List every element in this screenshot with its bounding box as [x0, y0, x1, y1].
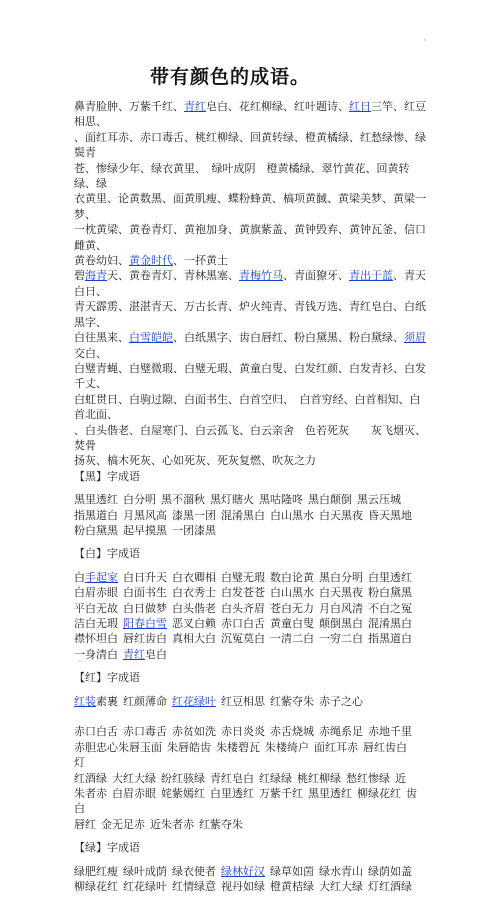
idiom-item	[368, 617, 412, 630]
top-mark: '	[423, 38, 426, 47]
text-run: 白分明	[123, 493, 156, 507]
intro-line	[74, 253, 426, 268]
idiom-item	[123, 725, 167, 738]
idiom-item	[172, 880, 216, 893]
text-run: 苍、惨绿少年、绿衣黄里、 绿叶成阴 橙黄橘绿、翠竹黄花、回黄转绿、绿	[74, 161, 410, 191]
idiom-item	[270, 602, 314, 615]
spacer	[74, 662, 426, 670]
idiom-link[interactable]: 青红	[184, 100, 206, 113]
text-run: 愁红惨绿	[346, 771, 390, 785]
text-run: 混淆黑白	[221, 508, 265, 522]
text-run: 桃红柳绿	[297, 771, 341, 785]
idiom-item	[259, 493, 303, 506]
idiom-item	[357, 787, 401, 800]
text-run: 一穷二白	[319, 632, 363, 646]
idiom-item	[319, 695, 363, 708]
idiom-item	[172, 586, 216, 599]
text-run: 白日升天	[123, 570, 167, 584]
text-run: 粉白黛黑	[74, 523, 118, 537]
idiom-item	[221, 880, 265, 893]
idiom-item	[74, 725, 118, 738]
text-run: 恶叉白赖	[172, 617, 216, 630]
spacer	[74, 832, 426, 840]
intro-line	[74, 423, 426, 454]
idiom-link[interactable]: 手起家	[85, 570, 118, 584]
text-run: 起早摸黑	[123, 523, 167, 537]
text-run: 唇红齿白	[363, 740, 407, 754]
text-run: 鼻青脸肿、万紫千红、	[74, 100, 184, 113]
idiom-item	[161, 772, 205, 785]
idiom-item	[270, 725, 314, 738]
idiom-item	[368, 880, 412, 893]
text-run: 绿衣使者	[172, 864, 216, 878]
idiom-item	[270, 586, 314, 599]
text-run: 素裹	[96, 694, 118, 708]
idiom-line	[74, 570, 426, 585]
idiom-item	[74, 741, 162, 754]
idiom-item	[221, 695, 265, 708]
idiom-item	[368, 571, 412, 584]
text-run: 沉冤莫白	[221, 632, 265, 646]
text-run: 白面书生	[123, 586, 167, 600]
idiom-item	[319, 509, 363, 522]
idiom-item	[123, 509, 167, 522]
idiom-item	[319, 571, 363, 584]
idiom-line	[74, 864, 426, 879]
text-run: 赤口毒舌	[123, 725, 167, 739]
text-run: 三竿、红豆相思、	[74, 100, 426, 129]
text-run: 白天黑夜	[319, 508, 363, 522]
idiom-link[interactable]: 红花绿叶	[172, 694, 216, 708]
text-run: 赤口白舌	[74, 725, 118, 739]
text-run: 碧	[74, 269, 85, 283]
idiom-item	[74, 756, 85, 769]
idiom-item	[74, 632, 118, 645]
idiom-item	[265, 741, 309, 754]
idiom-item	[259, 772, 292, 785]
idiom-item	[314, 741, 358, 754]
section-heading: 【黑】字成语	[74, 469, 140, 483]
idiom-item	[74, 695, 118, 708]
intro-line	[74, 191, 426, 222]
idiom-link[interactable]: 红装	[74, 694, 96, 708]
bottom-mark: ''	[78, 659, 83, 668]
idiom-link[interactable]: 黄金时代	[129, 254, 173, 268]
text-run: 橙黄桔绿	[270, 880, 314, 894]
text-run: 白天黑夜	[319, 586, 363, 600]
idiom-item	[74, 865, 118, 878]
spacer	[74, 538, 426, 546]
idiom-item	[123, 524, 167, 537]
idiom-item	[123, 632, 167, 645]
idiom-item	[319, 880, 363, 893]
idiom-item	[112, 787, 156, 800]
text-run: 一团漆黑	[172, 523, 216, 537]
intro-line	[74, 222, 426, 253]
text-run: 颠倒黑白	[319, 617, 363, 630]
idiom-line	[74, 786, 426, 817]
idiom-item	[74, 602, 118, 615]
text-run: 白头齐眉	[221, 601, 265, 615]
idiom-item	[123, 880, 167, 893]
idiom-link[interactable]: 阳春白雪	[123, 617, 167, 630]
idiom-item	[74, 571, 118, 584]
idiom-item	[123, 586, 167, 599]
idiom-item	[363, 741, 407, 754]
idiom-item	[368, 602, 412, 615]
idiom-item	[123, 571, 167, 584]
idiom-item	[221, 602, 265, 615]
spacer	[74, 686, 426, 694]
text-run: 黑不溜秋	[161, 493, 205, 507]
idiom-item	[319, 725, 363, 738]
text-run: 灯红酒绿	[368, 880, 412, 894]
intro-line	[74, 299, 426, 330]
idiom-item	[123, 602, 167, 615]
text-run: 黑里透红	[74, 493, 118, 507]
idiom-line	[74, 631, 426, 646]
text-run: 一枕黄梁、黄卷青灯、黄袍加身、黄旗紫盖、黄钟毁弃、黄钟瓦釜、信口雌黄、	[74, 223, 426, 252]
text-run: 柳绿花红	[74, 880, 118, 894]
text-run: 红花绿叶	[123, 880, 167, 894]
idiom-item	[221, 509, 265, 522]
text-run: 绿肥红瘦	[74, 864, 118, 878]
idiom-item	[172, 865, 216, 878]
text-run: 纷红骇绿	[161, 771, 205, 785]
text-run: 扬灰、槁木死灰、心如死灰、死灰复燃、吹灰之力	[74, 454, 316, 468]
idiom-line	[74, 647, 426, 662]
text-run: 白山黑水	[270, 586, 314, 600]
text-run: 黄童白叟	[270, 617, 314, 630]
text-run: 近朱者赤	[150, 817, 194, 831]
text-run: 万紫千红	[259, 787, 303, 801]
idiom-item	[74, 509, 118, 522]
text-run: 皂白、花红柳绿、红叶题诗、	[206, 100, 349, 113]
text-run: 姹紫嫣红	[161, 787, 205, 801]
spacer	[74, 895, 426, 903]
idiom-link[interactable]: 白雪皑皑	[129, 331, 173, 345]
idiom-item	[172, 632, 216, 645]
idiom-item	[210, 493, 254, 506]
text-run: 赤日炎炎	[221, 725, 265, 739]
idiom-item	[221, 586, 265, 599]
text-run: 赤绳系足	[319, 725, 363, 739]
text-run: 黑里透红	[308, 787, 352, 801]
text-run: 月黑风高	[123, 508, 167, 522]
idiom-item	[270, 695, 314, 708]
text-run: 白里透红	[368, 570, 412, 584]
text-run: 赤地千里	[368, 725, 412, 739]
idiom-item	[368, 632, 412, 645]
idiom-line	[74, 879, 426, 894]
text-run: 青天霹雳、湛湛青天、万古长青、炉火纯青、青钱万选、青红皂白、白纸黑字、	[74, 300, 426, 329]
intro-line	[74, 330, 426, 361]
text-run: 红绿绿	[259, 771, 292, 785]
idiom-item	[259, 787, 303, 800]
text-run: 白眉赤眼	[74, 586, 118, 600]
page-title: 带有颜色的成语。	[150, 66, 311, 88]
idiom-item	[172, 602, 216, 615]
idiom-item	[368, 865, 412, 878]
idiom-item	[270, 571, 314, 584]
idiom-item	[319, 586, 363, 599]
text-run: 朱楼绮户	[265, 740, 309, 754]
idiom-item	[221, 571, 265, 584]
text-run: 苍白无力	[270, 601, 314, 615]
text-run: 白眉赤眼	[112, 787, 156, 801]
idiom-item	[368, 509, 412, 522]
idiom-item	[395, 772, 406, 785]
text-run: 大红大绿	[112, 771, 156, 785]
section-heading: 【绿】字成语	[74, 841, 140, 855]
text-run: 月白风清	[319, 601, 363, 615]
text-run: 绿荫如盖	[368, 864, 412, 878]
idiom-item	[270, 865, 314, 878]
idiom-line	[74, 601, 426, 616]
idiom-item	[210, 787, 254, 800]
idiom-line	[74, 616, 426, 631]
idiom-line	[74, 771, 426, 786]
idiom-item	[270, 880, 314, 893]
idiom-link[interactable]: 红日	[349, 100, 371, 113]
idiom-item	[319, 602, 363, 615]
text-run: 朱楼碧瓦	[216, 740, 260, 754]
text-run: 红豆相思	[221, 694, 265, 708]
text-run: 洁白无瑕	[74, 617, 118, 630]
spacer	[74, 562, 426, 570]
idiom-item	[270, 509, 314, 522]
text-run: 红颜薄命	[123, 694, 167, 708]
idiom-line	[74, 523, 426, 538]
text-run: 白日做梦	[123, 601, 167, 615]
text-run: 绿叶成荫	[123, 864, 167, 878]
idiom-item	[210, 772, 254, 785]
idiom-item	[123, 865, 167, 878]
text-run: 赤贫如洗	[172, 725, 216, 739]
idiom-item	[368, 725, 412, 738]
text-run: 赤子之心	[319, 694, 363, 708]
text-run: 柳绿花红	[357, 787, 401, 801]
text-run: 漆黑一团	[172, 508, 216, 522]
text-run: 金无足赤	[101, 817, 145, 831]
text-run: 青红皂白	[210, 771, 254, 785]
idiom-item	[74, 586, 118, 599]
text-run: 襟怀坦白	[74, 632, 118, 646]
text-run: 白	[74, 570, 85, 584]
spacer	[74, 484, 426, 492]
text-run: 白衣卿相	[172, 570, 216, 584]
text-run: 、青面獠牙、	[283, 269, 349, 283]
text-run: 白头偕老	[172, 601, 216, 615]
text-run: 白山黑水	[270, 508, 314, 522]
text-run: 白虹贯日、白驹过隙、白面书生、白首空归、 白首穷经、白首相知、白首北面、	[74, 392, 421, 422]
text-run: 绿水青山	[319, 864, 363, 878]
idiom-line	[74, 740, 426, 771]
idiom-item	[101, 818, 145, 831]
idiom-line	[74, 694, 426, 709]
text-run: 齿白	[74, 787, 417, 816]
idiom-item	[172, 725, 216, 738]
text-run: 一清二白	[270, 632, 314, 646]
text-run: 白璧青蝇、白璧微瑕、白璧无瑕、黄童白叟、白发红颜、白发青衫、白发千丈、	[74, 361, 426, 391]
intro-line	[74, 268, 426, 299]
idiom-item	[319, 865, 363, 878]
intro-line	[74, 453, 426, 468]
text-run: 一身清白	[74, 647, 118, 661]
text-run: 黑白分明	[319, 570, 363, 584]
text-run: 白往黑来、	[74, 331, 129, 345]
idiom-item	[199, 818, 243, 831]
idiom-item	[123, 695, 167, 708]
text-run: 数白论黄	[270, 570, 314, 584]
idiom-link[interactable]: 须眉	[404, 331, 426, 345]
idiom-item	[221, 725, 265, 738]
idiom-item	[172, 571, 216, 584]
idiom-line	[74, 508, 426, 523]
idiom-item	[172, 509, 216, 522]
intro-line	[74, 392, 426, 423]
idiom-item	[308, 787, 352, 800]
idiom-item	[74, 818, 96, 831]
text-run: 、一抔黄土	[173, 254, 228, 268]
idiom-link[interactable]: 青梅竹马	[239, 269, 283, 283]
text-run: 白衣秀士	[172, 586, 216, 600]
text-run: 红紫夺朱	[199, 817, 243, 831]
idiom-link[interactable]: 青红	[123, 647, 145, 661]
idiom-item	[74, 772, 107, 785]
text-run: 唇红齿白	[123, 632, 167, 646]
text-run: 混淆黑白	[368, 617, 412, 630]
text-run: 粉白黛黑	[368, 586, 412, 600]
text-run: 朱唇皓齿	[167, 740, 211, 754]
text-run: 、白纸黑字、齿白唇红、粉白黛黑、粉白黛绿、	[173, 331, 404, 345]
text-run: 平白无故	[74, 601, 118, 615]
idiom-item	[74, 524, 118, 537]
text-run: 黑咕隆咚	[259, 493, 303, 507]
text-run: 面红耳赤	[314, 740, 358, 754]
idiom-sections	[74, 469, 426, 903]
idiom-item	[172, 695, 216, 708]
text-run: 黑白颠倒	[308, 493, 352, 507]
idiom-item	[221, 632, 265, 645]
idiom-item	[221, 865, 265, 878]
idiom-item	[161, 787, 205, 800]
intro-line	[74, 161, 426, 192]
idiom-link[interactable]: 青出于蓝	[349, 269, 393, 283]
idiom-item	[346, 772, 390, 785]
idiom-item	[161, 493, 205, 506]
text-run: 红情绿意	[172, 880, 216, 894]
text-run: 真相大白	[172, 632, 216, 646]
idiom-item	[270, 632, 314, 645]
text-run: 朱者赤	[74, 787, 107, 801]
text-run: 绿草如茵	[270, 864, 314, 878]
idiom-line	[74, 724, 426, 739]
idiom-item	[167, 741, 211, 754]
idiom-item	[172, 524, 216, 537]
text-run: 指黑道白	[368, 632, 412, 646]
text-run: 黑灯瞎火	[210, 493, 254, 507]
text-run: 、青天白日、	[74, 269, 426, 298]
text-run: 皂白	[145, 647, 167, 661]
idiom-item	[112, 772, 156, 785]
idiom-item	[319, 632, 363, 645]
section-heading: 【红】字成语	[74, 671, 140, 685]
text-run: 天、黄卷青灯、青林黑塞、	[107, 269, 239, 283]
idiom-item	[270, 617, 314, 630]
idiom-link[interactable]: 海青	[85, 269, 107, 283]
idiom-item	[357, 493, 401, 506]
text-run: 白里透红	[210, 787, 254, 801]
text-run: 赤胆忠心朱唇玉面	[74, 740, 162, 754]
idiom-item	[74, 787, 107, 800]
idiom-item	[123, 493, 156, 506]
idiom-item	[221, 617, 265, 630]
text-run: 白璧无瑕	[221, 570, 265, 584]
idiom-item	[123, 648, 167, 661]
idiom-item	[74, 880, 118, 893]
text-run: 、面红耳赤、赤口毒舌、桃红柳绿、回黄转绿、橙黄橘绿、红愁绿惨、绿鬓青	[74, 130, 426, 160]
idiom-item	[368, 586, 412, 599]
intro-line	[74, 99, 426, 130]
text-run: 白发苍苍	[221, 586, 265, 600]
text-run: 不白之冤	[368, 601, 412, 615]
idiom-item	[297, 772, 341, 785]
text-run: 大红大绿	[319, 880, 363, 894]
text-run: 昏天黑地	[368, 508, 412, 522]
text-run: 、白头偕老、白屋寒门、白云孤飞、白云亲舍 色若死灰 灰飞烟灭、焚骨	[74, 423, 426, 452]
idiom-link[interactable]: 绿林好汉	[221, 864, 265, 878]
text-run: 黄卷幼妇、	[74, 254, 129, 268]
spacer	[74, 856, 426, 864]
text-run: 红酒绿	[74, 771, 107, 785]
idiom-item	[216, 741, 260, 754]
text-run: 赤口白舌	[221, 617, 265, 630]
text-run: 黑云压城	[357, 493, 401, 507]
idiom-line	[74, 817, 426, 832]
text-run: 视丹如绿	[221, 880, 265, 894]
idiom-item	[74, 617, 118, 630]
document-body	[74, 99, 426, 903]
idiom-line	[74, 492, 426, 507]
text-run: 衣黄里、论黄数黑、面黄肌瘦、蝶粉蜂黄、槁项黄馘、黄梁美梦、黄梁一梦、	[74, 192, 426, 221]
text-run: 唇红	[74, 817, 96, 831]
idiom-item	[123, 617, 167, 630]
intro-paragraph	[74, 99, 426, 469]
idiom-line	[74, 709, 426, 724]
text-run: 赤舌烧城	[270, 725, 314, 739]
text-run: 红紫夺朱	[270, 694, 314, 708]
idiom-item	[74, 493, 118, 506]
idiom-item	[319, 617, 363, 630]
idiom-item	[308, 493, 352, 506]
text-run: 灯	[74, 756, 85, 770]
text-run: 交白、	[74, 346, 107, 360]
intro-line	[74, 130, 426, 161]
idiom-item	[150, 818, 194, 831]
intro-line	[74, 361, 426, 392]
text-run: 近	[395, 771, 406, 785]
text-run: 指黑道白	[74, 508, 118, 522]
section-heading: 【白】字成语	[74, 547, 140, 561]
idiom-item	[172, 617, 216, 630]
idiom-line	[74, 585, 426, 600]
